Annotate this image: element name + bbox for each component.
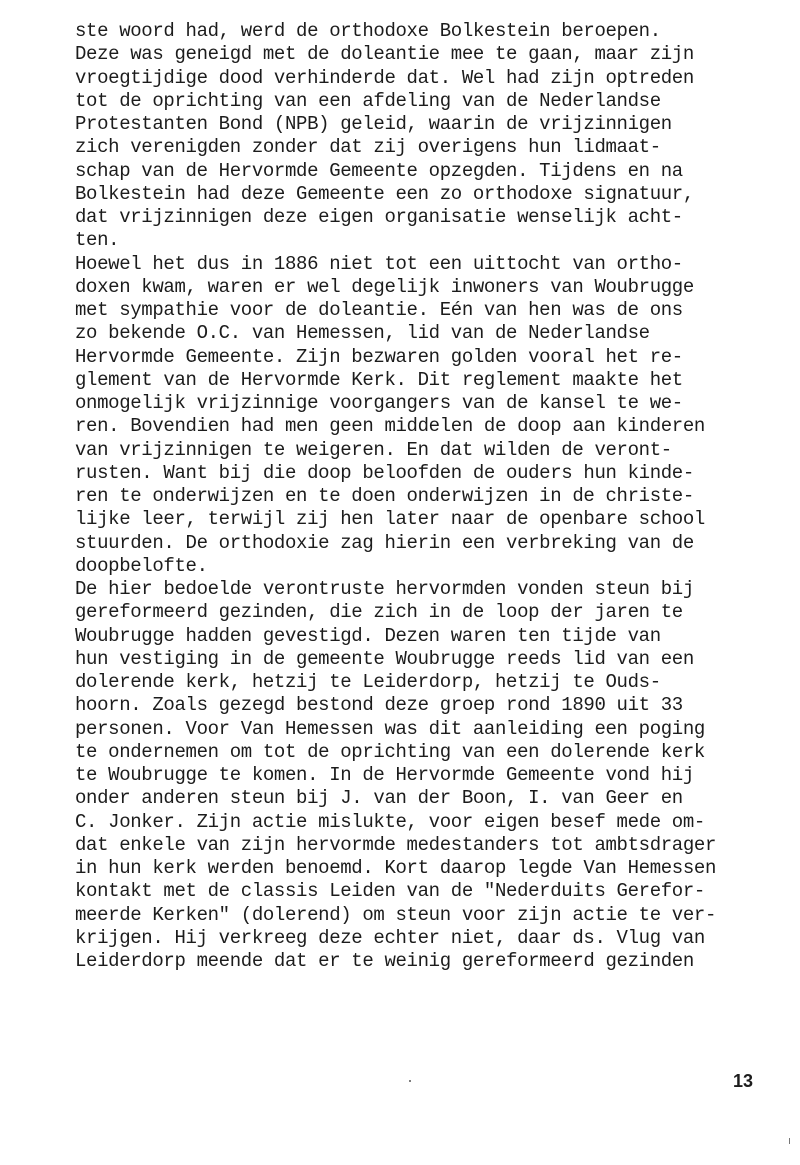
text-line: Bolkestein had deze Gemeente een zo orthodoxe signatuur, <box>75 182 694 205</box>
text-line: rusten. Want bij die doop beloofden de ouders hun kinde- <box>75 461 694 484</box>
page-number: 13 <box>733 1071 754 1091</box>
text-line: glement van de Hervormde Kerk. Dit reglement maakte het <box>75 368 683 391</box>
text-line: meerde Kerken" (dolerend) om steun voor zijn actie te ver- <box>75 903 717 926</box>
text-line: dolerende kerk, hetzij te Leiderdorp, hetzij te Ouds- <box>75 671 661 693</box>
text-line: Hervormde Gemeente. Zijn bezwaren golden vooral het re- <box>75 345 683 368</box>
text-line: onmogelijk vrijzinnige voorgangers van de kansel te we- <box>75 392 683 414</box>
text-line: Woubrugge hadden gevestigd. Dezen waren ten tijde van <box>75 624 661 647</box>
text-line: kontakt met de classis Leiden van de "Nederduits Gerefor- <box>75 880 705 903</box>
text-line: krijgen. Hij verkreeg deze echter niet, daar ds. Vlug van <box>75 926 705 949</box>
text-line: van vrijzinnigen te weigeren. En dat wilden de veront- <box>75 438 672 461</box>
text-line: dat vrijzinnigen deze eigen organisatie wenselijk acht- <box>75 206 683 228</box>
text-line: doxen kwam, waren er wel degelijk inwoners van Woubrugge <box>75 275 694 298</box>
text-line: dat enkele van zijn hervormde medestanders tot ambtsdrager <box>75 833 717 856</box>
text-line: ren te onderwijzen en te doen onderwijzen in de christe- <box>75 485 694 507</box>
text-line: C. Jonker. Zijn actie mislukte, voor eigen besef mede om- <box>75 810 705 833</box>
text-line: Hoewel het dus in 1886 niet tot een uittocht van ortho- <box>75 252 683 275</box>
text-line: lijke leer, terwijl zij hen later naar de openbare school <box>75 508 705 531</box>
text-line: in hun kerk werden benoemd. Kort daarop legde Van Hemessen <box>75 857 717 879</box>
text-line: De hier bedoelde verontruste hervormden vonden steun bij <box>75 578 694 600</box>
text-line: hun vestiging in de gemeente Woubrugge reeds lid van een <box>75 647 694 670</box>
text-line: ten. <box>75 229 120 252</box>
text-line: Deze was geneigd met de doleantie mee te gaan, maar zijn <box>75 43 694 66</box>
text-line: zo bekende O.C. van Hemessen, lid van de Nederlandse <box>75 322 650 345</box>
text-line: hoorn. Zoals gezegd bestond deze groep rond 1890 uit 33 <box>75 694 683 717</box>
body-text <box>75 20 795 973</box>
text-line: zich verenigden zonder dat zij overigens hun lidmaat- <box>75 136 661 159</box>
scan-edge-mark <box>789 1138 790 1144</box>
text-line: doopbelofte. <box>75 554 208 577</box>
text-line: te Woubrugge te komen. In de Hervormde Gemeente vond hij <box>75 764 694 786</box>
text-line: te ondernemen om tot de oprichting van een dolerende kerk <box>75 740 705 763</box>
text-line: gereformeerd gezinden, die zich in de loop der jaren te <box>75 601 683 624</box>
text-line: onder anderen steun bij J. van der Boon, I. van Geer en <box>75 787 683 810</box>
text-line: Protestanten Bond (NPB) geleid, waarin de vrijzinnigen <box>75 113 672 135</box>
text-line: ste woord had, werd de orthodoxe Bolkestein beroepen. <box>75 20 661 42</box>
text-line: Leiderdorp meende dat er te weinig gereformeerd gezinden <box>75 950 694 972</box>
text-line: stuurden. De orthodoxie zag hierin een verbreking van de <box>75 531 694 554</box>
text-line: tot de oprichting van een afdeling van de Nederlandse <box>75 89 661 112</box>
text-line: personen. Voor Van Hemessen was dit aanleiding een poging <box>75 717 705 740</box>
text-line: vroegtijdige dood verhinderde dat. Wel had zijn optreden <box>75 66 694 89</box>
text-line: met sympathie voor de doleantie. Eén van hen was de ons <box>75 299 683 321</box>
text-line: ren. Bovendien had men geen middelen de doop aan kinderen <box>75 415 705 438</box>
scan-speck <box>409 1080 411 1082</box>
text-line: schap van de Hervormde Gemeente opzegden. Tijdens en na <box>75 159 683 182</box>
